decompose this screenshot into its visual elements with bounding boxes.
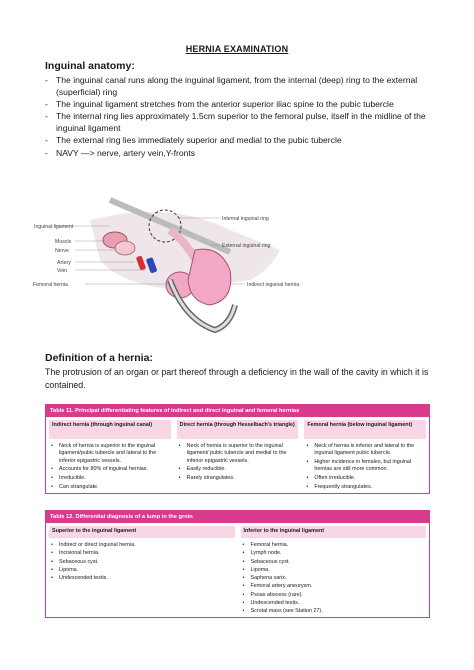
table-11-item: • Rarely strangulates. <box>179 475 299 482</box>
table-12-item: • Undescended testis. <box>243 600 427 607</box>
table-12-header: Inferior to the inguinal ligament <box>241 526 427 538</box>
table-12 <box>45 510 430 618</box>
table-12-item: • Sebaceous cyst. <box>51 559 235 566</box>
table-11-item: • Frequently strangulates. <box>306 484 426 491</box>
table-12-caption: Table 12. Differential diagnosis of a lump in the groin <box>46 511 429 523</box>
table-11-item: • Neck of hernia is inferior and lateral to the inguinal ligament pubic tubercle. <box>306 443 426 458</box>
table-11-item: • Neck of hernia is superior to the inguinal ligament/pubic tubercle and lateral to the inferior epigastric vessels. <box>51 443 171 465</box>
table-11-item: • Can strangulate. <box>51 484 171 491</box>
table-12-item: • Femoral artery aneurysm. <box>243 583 427 590</box>
table-11-item: • Easily reducible. <box>179 466 299 473</box>
table-12-item: • Indirect or direct inguinal hernia. <box>51 542 235 549</box>
anatomy-point: - The inguinal ligament stretches from the anterior superior iliac spine to the pubic tubercle <box>45 98 445 110</box>
table-11-item: • Irreducible. <box>51 475 171 482</box>
table-11-column-femoral <box>301 417 429 493</box>
anatomy-point: - The external ring lies immediately superior and medial to the pubic tubercle <box>45 134 445 146</box>
table-12-column-superior <box>46 523 238 617</box>
table-12-item: • Scrotal mass (see Station 27). <box>243 608 427 615</box>
table-11-column-direct <box>174 417 302 493</box>
groin-anatomy-figure <box>30 190 440 350</box>
nerve-shape <box>115 241 135 255</box>
table-11-item: • Often irreducible. <box>306 475 426 482</box>
table-11-column-indirect <box>46 417 174 493</box>
label-muscle: Muscle <box>55 239 72 245</box>
table-12-item: • Psoas abscess (rare). <box>243 592 427 599</box>
table-12-item: • Femoral hernia. <box>243 542 427 549</box>
page-title: HERNIA EXAMINATION <box>185 44 289 54</box>
table-11-item: • Accounts for 80% of inguinal hernias. <box>51 466 171 473</box>
label-internal-ring: Internal inguinal ring <box>222 216 269 222</box>
table-12-header: Superior to the inguinal ligament <box>49 526 235 538</box>
anatomy-point: - The internal ring lies approximately 1.5cm superior to the femoral pulse, itself in the midline of the inguinal ligament <box>45 110 445 134</box>
table-11-item: • Neck of hernia is superior to the inguinal ligament/ pubic tubercle and medial to the inferior epigastric vessels. <box>179 443 299 465</box>
table-12-column-inferior <box>238 523 430 617</box>
table-12-item: • Saphena varix. <box>243 575 427 582</box>
label-artery: Artery <box>57 260 71 266</box>
label-inguinal-ligament: Inguinal ligament <box>34 224 74 230</box>
label-nerve: Nerve <box>55 248 69 254</box>
table-11 <box>45 404 430 494</box>
table-11-caption: Table 11. Principal differentiating features of indirect and direct inguinal and femoral hernias <box>46 405 429 417</box>
label-femoral-hernia: Femoral hernia <box>33 282 68 288</box>
anatomy-list <box>45 74 445 159</box>
table-12-item: • Undescended testis. <box>51 575 235 582</box>
anatomy-heading: Inguinal anatomy: <box>45 60 135 72</box>
label-indirect-hernia: Indirect inguinal hernia <box>247 282 300 288</box>
table-11-header: Femoral hernia (below inguinal ligament) <box>304 420 426 439</box>
table-12-item: • Lipoma. <box>51 567 235 574</box>
table-11-item: • Higher incidence in females, but inguinal hernias are still more common. <box>306 459 426 474</box>
table-12-item: • Lipoma. <box>243 567 427 574</box>
table-12-item: • Sebaceous cyst. <box>243 559 427 566</box>
label-external-ring: External inguinal ring <box>222 243 271 249</box>
anatomy-point: - NAVY —> nerve, artery vein,Y-fronts <box>45 147 445 159</box>
label-vein: Vein <box>57 268 68 274</box>
definition-text: The protrusion of an organ or part thereof through a deficiency in the wall of the cavity in which it is contained. <box>45 367 429 390</box>
table-12-item: • Incisional hernia. <box>51 550 235 557</box>
table-12-item: • Lymph node. <box>243 550 427 557</box>
table-11-header: Indirect hernia (through inguinal canal) <box>49 420 171 439</box>
anatomy-point: - The inguinal canal runs along the inguinal ligament, from the internal (deep) ring to the external (superficial) ring <box>45 74 445 98</box>
definition-heading: Definition of a hernia: <box>45 352 153 364</box>
table-11-header: Direct hernia (through Hesselbach's triangle) <box>177 420 299 439</box>
